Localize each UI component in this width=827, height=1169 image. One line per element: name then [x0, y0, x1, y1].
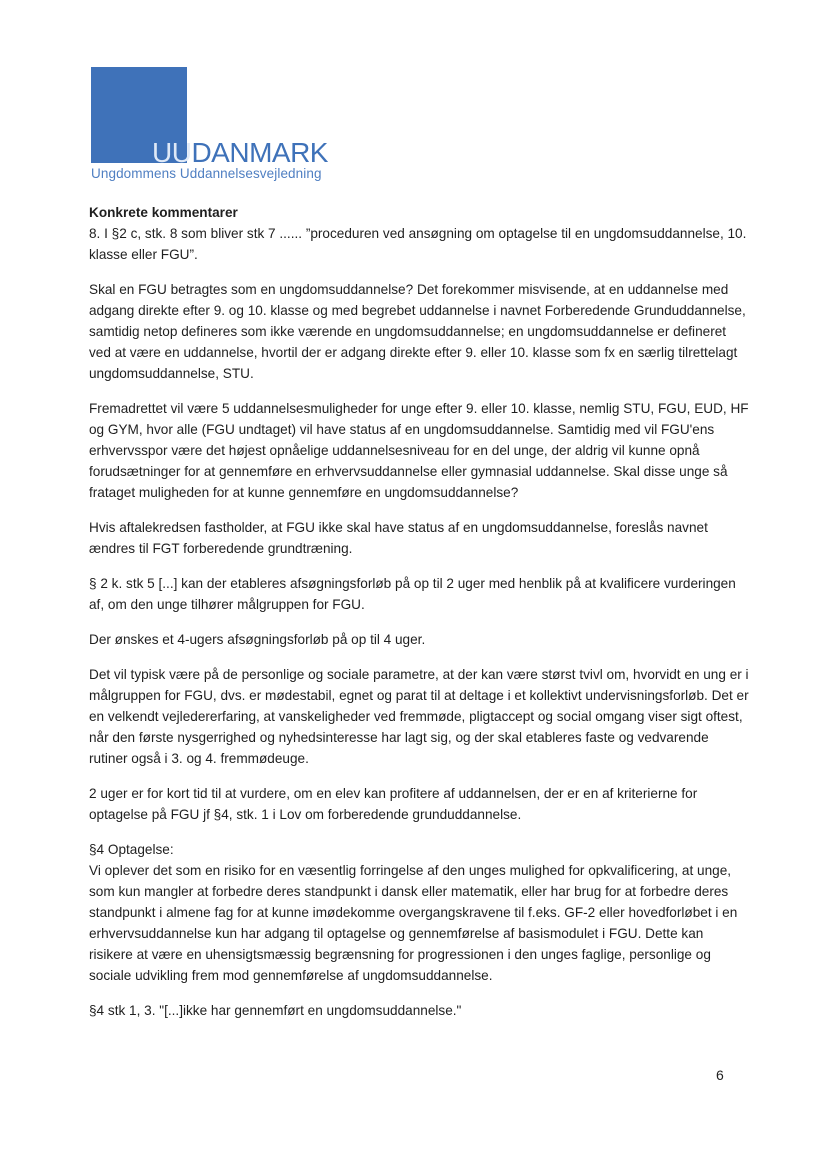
page-number: 6: [716, 1067, 724, 1083]
paragraph-2: Skal en FGU betragtes som en ungdomsuddannelse? Det forekommer misvisende, at en uddannelse med adgang direkte efter 9. og 10. klasse og med begrebet uddannelse i navnet Forberedende Grunduddannelse, samtidig netop defineres som ikke værende en ungdomsuddannelse; en ungdomsuddannelse er defineret ved at være en uddannelse, hvortil der er adgang direkte efter 9. eller 10. klasse som fx en særlig tilrettelagt ungdomsuddannelse, STU.: [89, 282, 746, 381]
paragraph-6: Der ønskes et 4-ugers afsøgningsforløb på op til 4 uger.: [89, 632, 426, 647]
logo-wordmark: [152, 137, 328, 169]
logo-wordmark-prefix: UU: [152, 137, 192, 168]
paragraph-5: § 2 k. stk 5 [...] kan der etableres afsøgningsforløb på op til 2 uger med henblik på at kvalificere vurderingen af, om den unge tilhører målgruppen for FGU.: [89, 576, 736, 612]
logo-wordmark-rest: DANMARK: [191, 137, 328, 168]
paragraph-7: Det vil typisk være på de personlige og sociale parametre, at der kan være størst tvivl om, hvorvidt en ung er i målgruppen for FGU, dvs. er mødestabil, egnet og parat til at deltage i et kollektivt undervisningsforløb. Det er en velkendt vejledererfaring, at vanskeligheder ved fremmøde, pligtaccept og social omgang viser sigt oftest, når den første nysgerrighed og nyhedsinteresse har lagt sig, og der skal etableres faste og vedvarende rutiner også i 3. og 4. fremmødeuge.: [89, 667, 749, 766]
paragraph-4: Hvis aftalekredsen fastholder, at FGU ikke skal have status af en ungdomsuddannelse, foreslås navnet ændres til FGT forberedende grundtræning.: [89, 520, 708, 556]
paragraph-8: 2 uger er for kort tid til at vurdere, om en elev kan profitere af uddannelsen, der er en af kriterierne for optagelse på FGU jf §4, stk. 1 i Lov om forberedende grunduddannelse.: [89, 786, 698, 822]
paragraph-1: 8. I §2 c, stk. 8 som bliver stk 7 ...... ”proceduren ved ansøgning om optagelse til en ungdomsuddannelse, 10. klasse eller FGU”.: [89, 226, 747, 262]
logo-subtitle: Ungdommens Uddannelsesvejledning: [91, 166, 322, 181]
document-body: [89, 202, 749, 1021]
final-paragraph: §4 stk 1, 3. "[...]ikke har gennemført en ungdomsuddannelse.": [89, 1003, 462, 1018]
paragraph-3: Fremadrettet vil være 5 uddannelsesmuligheder for unge efter 9. eller 10. klasse, nemlig STU, FGU, EUD, HF og GYM, hvor alle (FGU undtaget) vil have status af en ungdomsuddannelse. Samtidig med vil FGU'ens erhvervsspor være det højest opnåelige uddannelsesniveau for en del unge, der aldrig vil kunne opnå forudsætninger for at gennemføre en erhvervsuddannelse eller gymnasial uddannelse. Skal disse unge så frataget muligheden for at kunne gennemføre en ungdomsuddannelse?: [89, 401, 749, 500]
section-optagelse-paragraph: Vi oplever det som en risiko for en væsentlig forringelse af den unges mulighed for opkvalificering, at unge, som kun mangler at forbedre deres standpunkt i dansk eller matematik, eller har brug for at forbedre deres standpunkt i almene fag for at kunne imødekomme overgangskravene til f.eks. GF-2 eller hovedforløbet i en erhvervsuddannelse kun har adgang til optagelse og gennemførelse af basismodulet i FGU. Dette kan risikere at være en uhensigtsmæssig begrænsning for progressionen i den unges faglige, personlige og sociale udvikling frem mod gennemførelse af ungdomsuddannelse.: [89, 863, 738, 983]
section-optagelse-title: §4 Optagelse:: [89, 842, 174, 857]
section-heading: Konkrete kommentarer: [89, 205, 238, 220]
